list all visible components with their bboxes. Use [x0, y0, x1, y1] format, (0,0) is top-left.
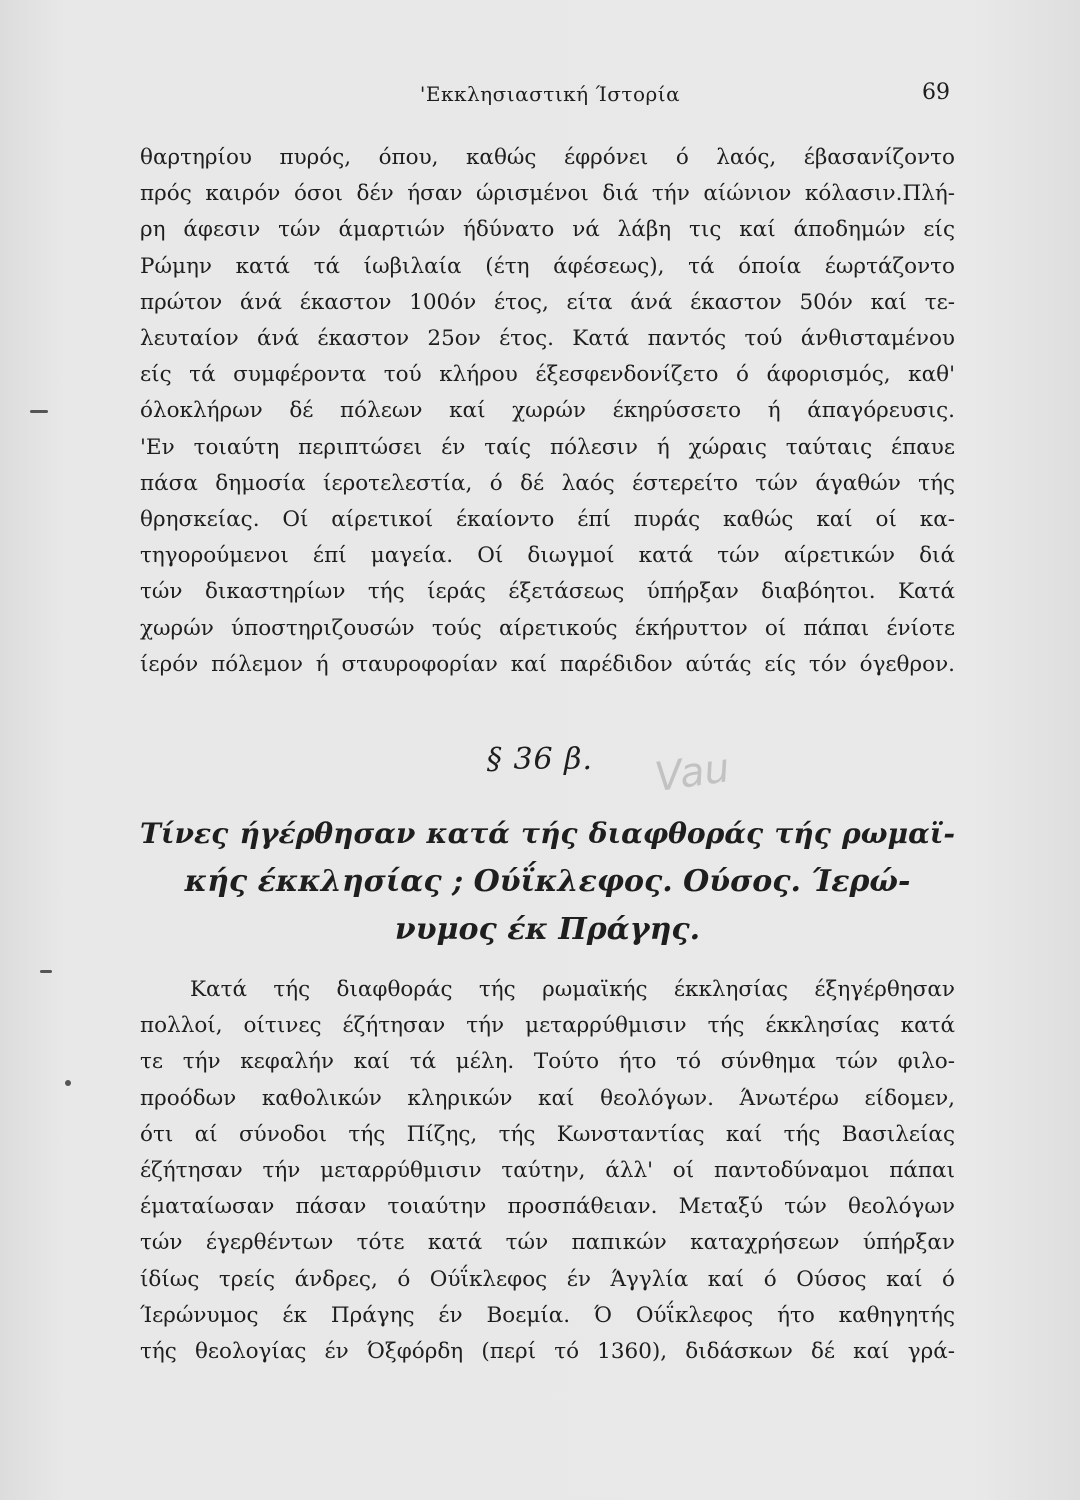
section-number — [0, 742, 1080, 777]
page-number: 69 — [922, 80, 950, 105]
heading-line: κής έκκλησίας ; Ούΐκλεφος. Ούσος. Ίερώ- — [184, 864, 911, 899]
running-head — [140, 78, 960, 118]
text-line: έζήτησαν τήν μεταρρύθμισιν ταύτην, άλλ' οί παντοδύναμοι πάπαι — [140, 1158, 955, 1184]
text-line: τών δικαστηρίων τής ίεράς έξετάσεως ύπήρξαν διαβόητοι. Κατά — [140, 579, 955, 605]
text-line: Ρώμην κατά τά ίωβιλαία (έτη άφέσεως), τά όποία έωρτάζοντο — [140, 253, 955, 279]
text-line: λευταίον άνά έκαστον 25ον έτος. Κατά παντός τού άνθισταμένου — [140, 326, 955, 352]
text-line: ίερόν πόλεμον ή σταυροφορίαν καί παρέδιδον αύτάς είς τόν όγεθρον. — [140, 651, 955, 677]
text-line: πάσα δημοσία ίεροτελεστία, ό δέ λαός έστερείτο τών άγαθών τής — [140, 470, 955, 496]
ink-speck — [30, 410, 48, 413]
text-line: τής θεολογίας έν Όξφόρδη (περί τό 1360), διδάσκων δέ καί γρά- — [140, 1339, 955, 1365]
heading-line: Τίνες ήγέρθησαν κατά τής διαφθοράς τής ρωμαϊ- — [140, 817, 955, 850]
text-line: 'Εν τοιαύτη περιπτώσει έν ταίς πόλεσιν ή χώραις ταύταις έπαυε — [140, 434, 955, 460]
text-line: όλοκλήρων δέ πόλεων καί χωρών έκηρύσσετο ή άπαγόρευσις. — [140, 398, 955, 424]
text-line: ότι αί σύνοδοι τής Πίζης, τής Κωνσταντίας καί τής Βασιλείας — [140, 1121, 955, 1147]
text-line: χωρών ύποστηριζουσών τούς αίρετικούς έκήρυττον οί πάπαι ένίοτε — [140, 615, 955, 641]
text-line: είς τά συμφέροντα τού κλήρου έξεσφενδονίζετο ό άφορισμός, καθ' — [140, 362, 955, 388]
text-line: Ίερώνυμος έκ Πράγης έν Βοεμία. Ό Ούΐκλεφος ήτο καθηγητής — [140, 1302, 955, 1328]
pencil-annotation: Vau — [652, 745, 733, 801]
paragraph-1 — [140, 140, 955, 683]
running-title: 'Εκκλησιαστική Ίστορία — [419, 82, 681, 106]
text-line: προόδων καθολικών κληρικών καί θεολόγων. Άνωτέρω είδομεν, — [140, 1085, 955, 1111]
text-line: Κατά τής διαφθοράς τής ρωμαϊκής έκκλησίας έξηγέρθησαν — [190, 977, 955, 1002]
text-line: ρη άφεσιν τών άμαρτιών ήδύνατο νά λάβη τις καί άποδημών είς — [140, 217, 955, 243]
text-line: έματαίωσαν πάσαν τοιαύτην προσπάθειαν. Μεταξύ τών θεολόγων — [140, 1194, 955, 1220]
section-number-text: § 36 β. — [486, 742, 594, 777]
ink-speck — [65, 1080, 71, 1086]
text-line: πολλοί, οίτινες έζήτησαν τήν μεταρρύθμισιν τής έκκλησίας κατά — [140, 1013, 955, 1039]
text-line: τε τήν κεφαλήν καί τά μέλη. Τούτο ήτο τό σύνθημα τών φιλο- — [140, 1049, 955, 1075]
text-line: τών έγερθέντων τότε κατά τών παπικών καταχρήσεων ύπήρξαν — [140, 1230, 955, 1256]
ink-speck — [40, 970, 52, 973]
heading-line: νυμος έκ Πράγης. — [394, 912, 701, 947]
paragraph-2 — [140, 972, 955, 1370]
text-line: πρός καιρόν όσοι δέν ήσαν ώρισμένοι διά τήν αίώνιον κόλασιν.Πλή- — [140, 181, 955, 207]
text-line: τηγορούμενοι έπί μαγεία. Οί διωγμοί κατά τών αίρετικών διά — [140, 543, 955, 569]
text-line: πρώτον άνά έκαστον 100όν έτος, είτα άνά έκαστον 50όν καί τε- — [140, 289, 955, 315]
text-line: θρησκείας. Οί αίρετικοί έκαίοντο έπί πυράς καθώς καί οί κα- — [140, 507, 955, 533]
text-line: ίδίως τρείς άνδρες, ό Ούΐκλεφος έν Άγγλία καί ό Ούσος καί ό — [140, 1266, 955, 1292]
section-heading — [140, 810, 955, 954]
text-line: θαρτηρίου πυρός, όπου, καθώς έφρόνει ό λαός, έβασανίζοντο — [140, 145, 955, 170]
